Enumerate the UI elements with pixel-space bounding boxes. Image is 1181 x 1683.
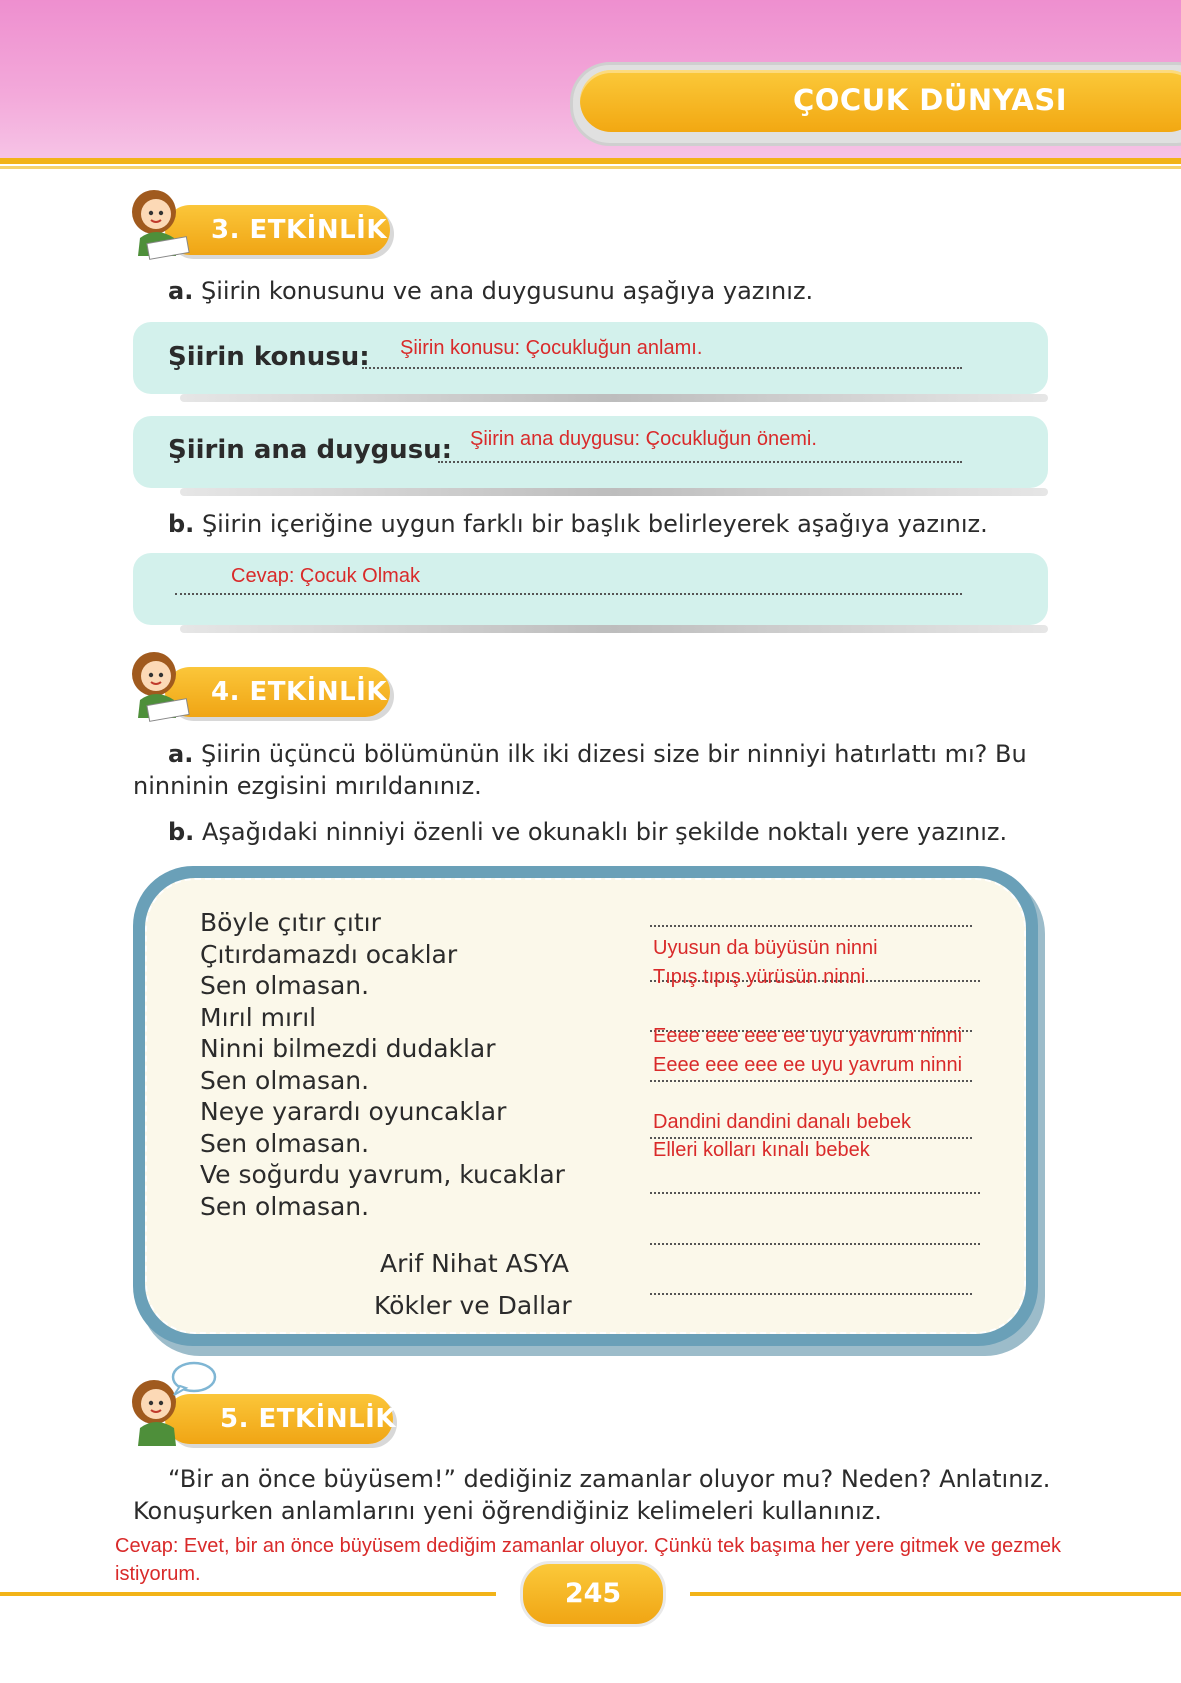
writing-line[interactable] [650, 925, 972, 927]
writing-line[interactable] [650, 1192, 980, 1194]
box-shadow [180, 394, 1048, 402]
ninni-answer: Eeee eee eee ee uyu yavrum ninni [653, 1054, 963, 1076]
section-title: ÇOCUK DÜNYASI [792, 83, 1068, 117]
ninni-answer: Elleri kolları kınalı bebek [653, 1139, 870, 1161]
etkinlik-5-title: 5. ETKİNLİK [220, 1404, 396, 1434]
poem-line: Sen olmasan. [200, 1065, 370, 1095]
poem-book: Kökler ve Dallar [374, 1291, 572, 1320]
etkinlik-4-question-b: b. Aşağıdaki ninniyi özenli ve okunaklı bir şekilde noktalı yere yazınız. [168, 818, 1008, 846]
poem-line: Sen olmasan. [200, 1191, 370, 1221]
poem [200, 907, 565, 1222]
etkinlik-4-title: 4. ETKİNLİK [211, 677, 387, 707]
ninni-answer: Tıpış tıpış yürüsün ninni [653, 966, 866, 988]
footer-line-right [690, 1592, 1181, 1596]
poem-line: Neye yarardı oyuncaklar [200, 1097, 507, 1126]
etkinlik-5-answer-cont: istiyorum. [115, 1563, 201, 1585]
duygu-dotted-line[interactable] [438, 461, 962, 463]
poem-line: Sen olmasan. [200, 1128, 370, 1158]
girl-reading-icon [118, 182, 198, 262]
speech-bubble-icon [168, 1360, 218, 1398]
etkinlik-4-question-a-cont: ninninin ezgisini mırıldanınız. [133, 772, 482, 800]
header-divider-thin [0, 166, 1181, 169]
page-number: 245 [564, 1578, 622, 1609]
box-shadow [180, 488, 1048, 496]
etkinlik-3-title: 3. ETKİNLİK [211, 215, 387, 245]
etkinlik-5-question: “Bir an önce büyüsem!” dediğiniz zamanlar oluyor mu? Neden? Anlatınız. [168, 1465, 1051, 1493]
writing-line[interactable] [650, 1293, 972, 1295]
writing-line[interactable] [650, 1080, 972, 1082]
ninni-answer: Eeee eee eee ee uyu yavrum ninni [653, 1025, 963, 1047]
poem-author: Arif Nihat ASYA [380, 1249, 570, 1278]
baslik-answer: Cevap: Çocuk Olmak [231, 565, 420, 587]
footer-line-left [0, 1592, 496, 1596]
etkinlik-3-question-a: a. Şiirin konusunu ve ana duygusunu aşağıya yazınız. [168, 277, 814, 305]
poem-line: Böyle çıtır çıtır [200, 908, 381, 937]
etkinlik-5-answer: Cevap: Evet, bir an önce büyüsem dediğim zamanlar oluyor. Çünkü tek başıma her yere gitmek ve gezmek [115, 1535, 1062, 1557]
konu-dotted-line[interactable] [362, 367, 962, 369]
poem-line: Mırıl mırıl [200, 1002, 317, 1032]
poem-line: Ve soğurdu yavrum, kucaklar [200, 1160, 565, 1189]
duygu-label: Şiirin ana duygusu: [168, 435, 453, 465]
baslik-dotted-line[interactable] [175, 593, 962, 595]
girl-reading-icon [118, 644, 198, 724]
etkinlik-5-question-cont: Konuşurken anlamlarını yeni öğrendiğiniz kelimeleri kullanınız. [133, 1497, 882, 1525]
writing-line[interactable] [650, 1243, 980, 1245]
duygu-answer: Şiirin ana duygusu: Çocukluğun önemi. [470, 428, 817, 450]
etkinlik-4-question-a: a. Şiirin üçüncü bölümünün ilk iki dizesi size bir ninniyi hatırlattı mı? Bu [168, 740, 1027, 768]
box-shadow [180, 625, 1048, 633]
ninni-answer: Dandini dandini danalı bebek [653, 1111, 911, 1133]
etkinlik-3-question-b: b. Şiirin içeriğine uygun farklı bir başlık belirleyerek aşağıya yazınız. [168, 510, 988, 538]
header-divider [0, 158, 1181, 164]
poem-line: Çıtırdamazdı ocaklar [200, 939, 458, 969]
konu-answer: Şiirin konusu: Çocukluğun anlamı. [400, 337, 703, 359]
konu-label: Şiirin konusu: [168, 342, 370, 372]
ninni-answer: Uyusun da büyüsün ninni [653, 937, 878, 959]
baslik-box [133, 553, 1048, 625]
poem-line: Ninni bilmezdi dudaklar [200, 1034, 496, 1063]
poem-line: Sen olmasan. [200, 971, 370, 1000]
